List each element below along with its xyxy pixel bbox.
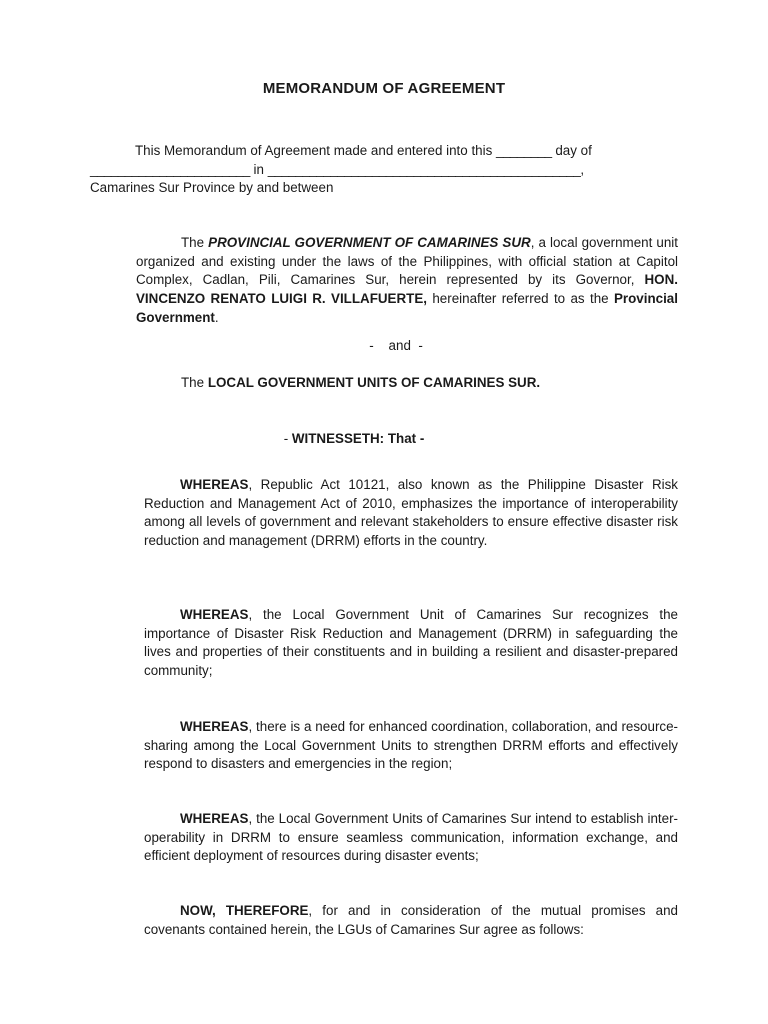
clause-lead: WHEREAS <box>180 719 249 734</box>
party-lgus <box>136 374 678 393</box>
document-title: MEMORANDUM OF AGREEMENT <box>262 80 506 97</box>
party1-short: Provincial Government <box>136 291 678 325</box>
intro-text-3: in <box>253 161 264 177</box>
party1-governor: HON. VINCENZO RENATO LUIGI R. VILLAFUERTE, <box>136 272 678 307</box>
now-therefore-clause <box>144 902 678 939</box>
clause-text: , the Local Government Units of Camarines Sur intend to establish inter-operability in DRRM to ensure seamless communication, information exchange, and efficient deployment of resources during disaster events; <box>144 811 678 864</box>
clause-text: , Republic Act 10121, also known as the Philippine Disaster Risk Reduction and Management Act of 2010, emphasizes the importance of interoperability among all levels of government and relevant stakeholders to ensure effective disaster risk reduction and management (DRRM) efforts in the country. <box>144 477 678 549</box>
intro-text-4: , <box>580 161 585 177</box>
party2-name: LOCAL GOVERNMENT UNITS OF CAMARINES SUR. <box>207 375 541 390</box>
clause-text: , for and in consideration of the mutual promises and covenants contained herein, the LGUs of Camarines Sur agree as follows: <box>144 903 678 937</box>
whereas-clause-3 <box>144 718 678 774</box>
intro-paragraph <box>90 142 660 198</box>
whereas-clause-2 <box>144 606 678 681</box>
party1-post: hereinafter referred to as the <box>432 291 609 307</box>
party1-end: . <box>214 309 219 325</box>
intro-text-2: day of <box>555 143 592 158</box>
witnesseth-label: WITNESSETH: That - <box>291 431 425 446</box>
clause-lead: NOW, THEREFORE <box>180 903 309 918</box>
party1-pre: The <box>181 235 205 250</box>
and-separator: - and - <box>369 338 423 353</box>
witnesseth-heading <box>0 431 708 446</box>
whereas-clause-1 <box>144 476 678 551</box>
day-blank: ________ <box>496 143 552 158</box>
clause-text: , the Local Government Unit of Camarines Sur recognizes the importance of Disaster Risk Reduction and Management (DRRM) in safeguarding the lives and properties of their constituents and in building a resilient and disaster-prepared community; <box>144 607 678 679</box>
clause-text: , there is a need for enhanced coordination, collaboration, and resource-sharing among the Local Government Units to strengthen DRRM efforts and effectively respond to disasters and emergencies in the region; <box>144 719 678 772</box>
place-blank: _____________________________________________ <box>267 161 581 177</box>
witnesseth-dash: - <box>283 431 289 446</box>
whereas-clause-4 <box>144 810 678 866</box>
clause-lead: WHEREAS <box>180 477 249 492</box>
party1-mid: , a local government unit organized and existing under the laws of the Philippines, with official station at Capitol Complex, Cadlan, Pili, Camarines Sur, herein represented by its Governor, <box>136 235 678 288</box>
party1-name: PROVINCIAL GOVERNMENT OF CAMARINES SUR <box>208 235 531 250</box>
intro-text-1: This Memorandum of Agreement made and entered into this <box>135 143 493 158</box>
clause-lead: WHEREAS <box>180 607 249 622</box>
month-blank: _______________________ <box>90 161 250 177</box>
party-provincial-government <box>136 234 678 328</box>
clause-lead: WHEREAS <box>180 811 249 826</box>
intro-text-5: Camarines Sur Province by and between <box>90 180 334 196</box>
party2-pre: The <box>181 375 205 390</box>
